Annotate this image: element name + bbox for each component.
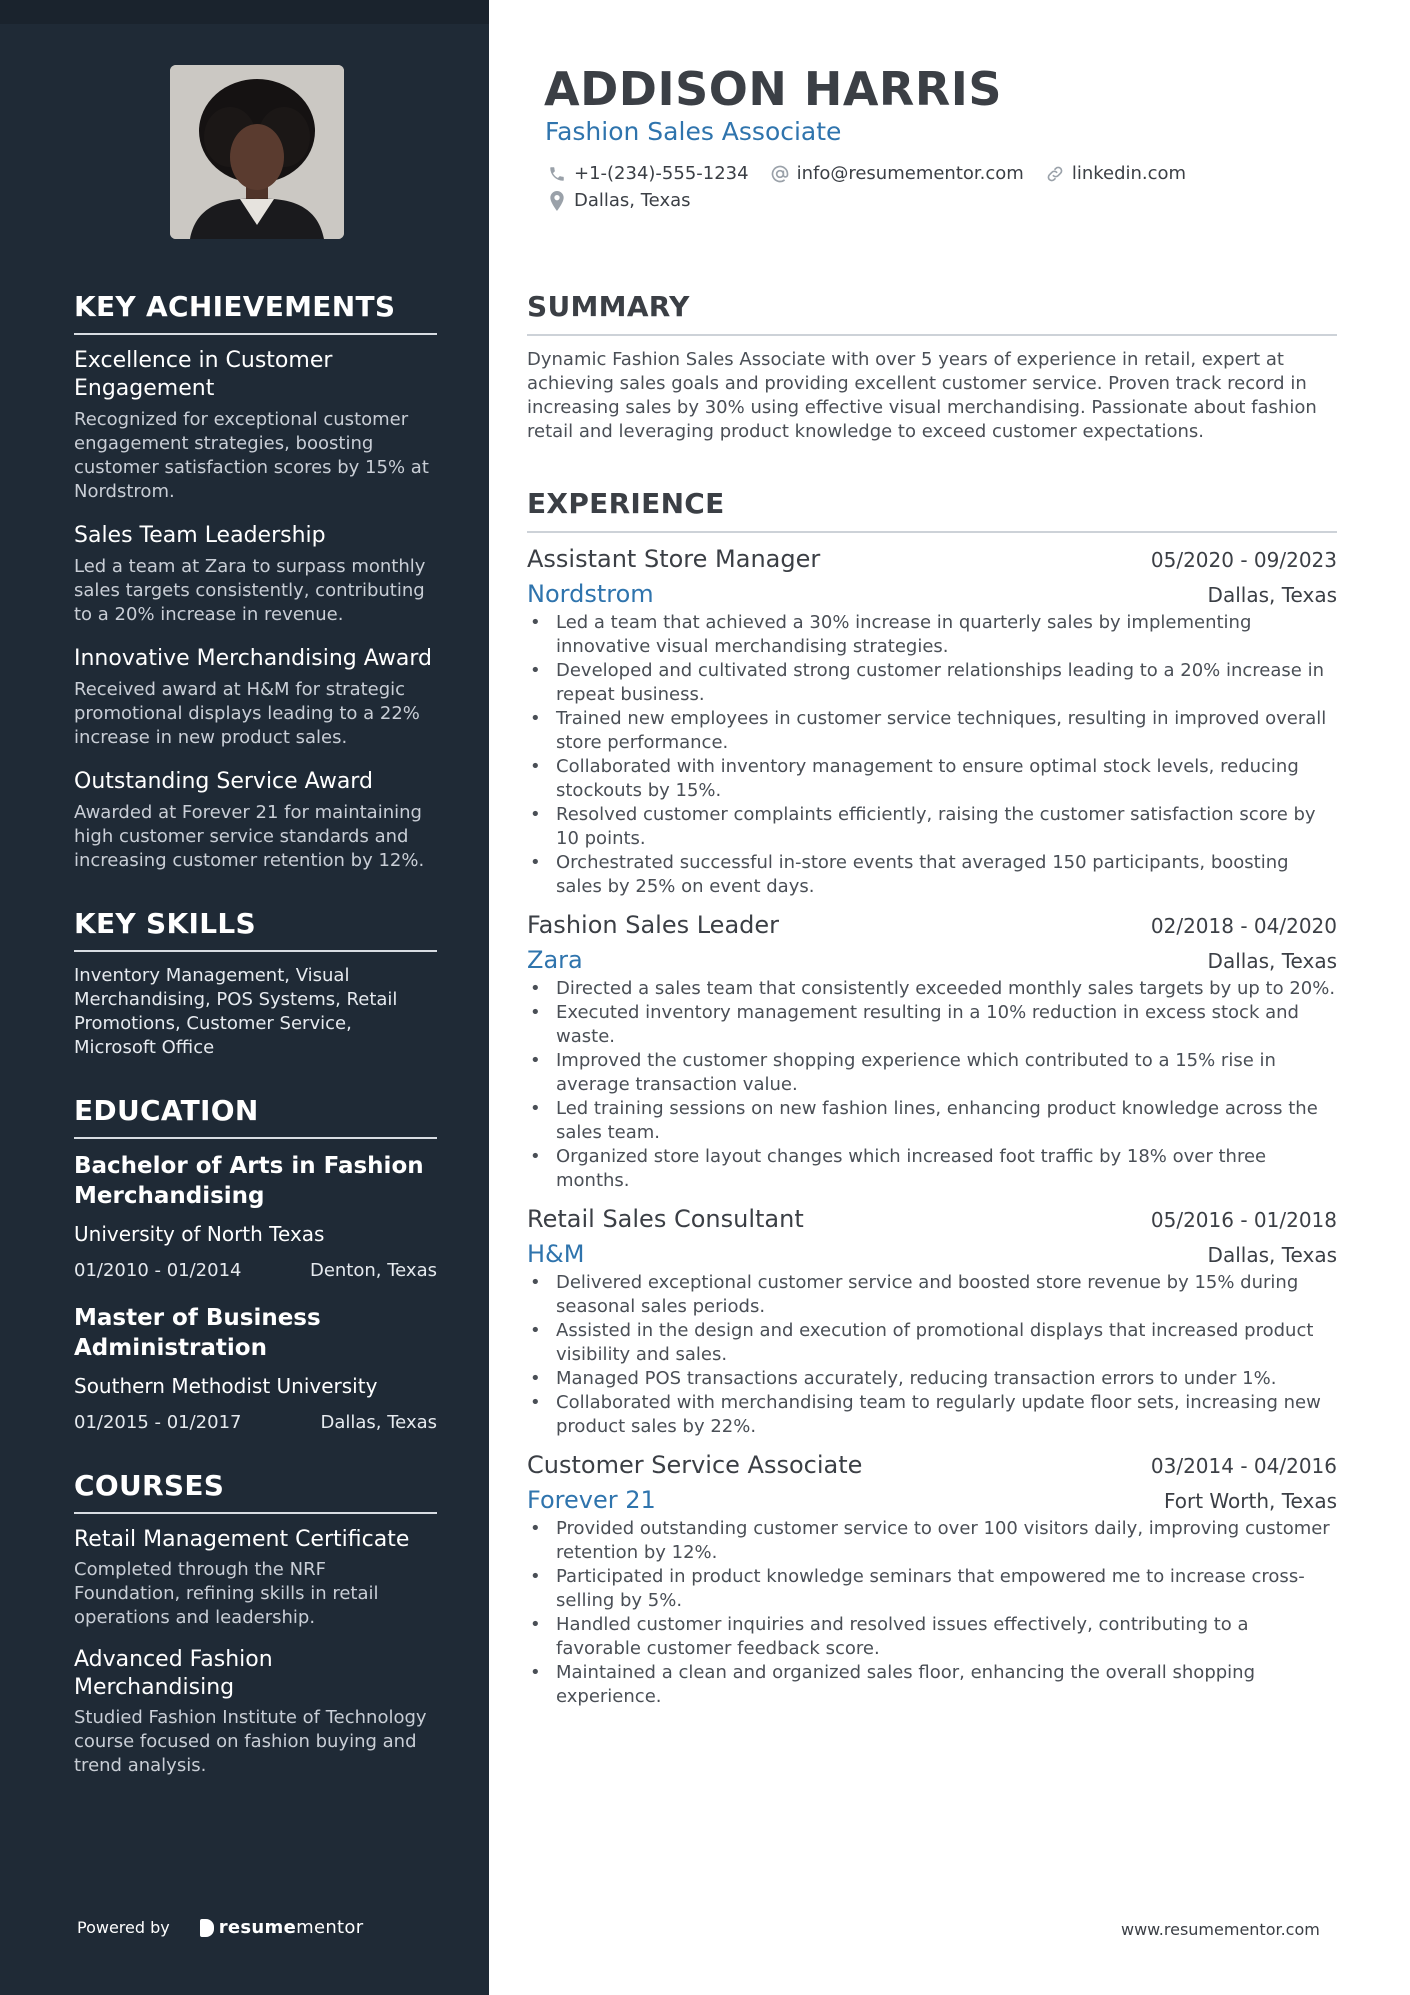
job-location: Dallas, Texas bbox=[1207, 949, 1337, 973]
course-item bbox=[74, 1526, 437, 1630]
job-role: Customer Service Associate bbox=[527, 1451, 863, 1479]
education-degree: Master of Business Administration bbox=[74, 1305, 321, 1361]
education-school: University of North Texas bbox=[74, 1222, 325, 1246]
achievement-item bbox=[74, 522, 437, 627]
job-bullets bbox=[527, 1517, 1337, 1709]
job-header bbox=[527, 909, 1337, 941]
education-location: Dallas, Texas bbox=[320, 1412, 437, 1433]
phone-number: +1-(234)-555-1234 bbox=[574, 163, 749, 184]
job-bullet: • Collaborated with merchandising team to regularly update floor sets, increasing new product sales by 22%. bbox=[527, 1391, 1337, 1439]
job-title: Fashion Sales Associate bbox=[545, 117, 842, 146]
summary-heading: SUMMARY bbox=[527, 290, 1337, 336]
website-link[interactable]: www.resumementor.com bbox=[1121, 1920, 1320, 1939]
skills-list: Inventory Management, Visual Merchandising, POS Systems, Retail Promotions, Customer Service, Microsoft Office bbox=[74, 965, 398, 1058]
experience-item bbox=[527, 543, 1337, 899]
location-text: Dallas, Texas bbox=[574, 190, 691, 211]
courses-section bbox=[74, 1469, 437, 1778]
education-meta bbox=[74, 1411, 437, 1435]
job-dates: 05/2020 - 09/2023 bbox=[1150, 548, 1337, 572]
education-dates: 01/2010 - 01/2014 bbox=[74, 1260, 242, 1281]
job-header bbox=[527, 543, 1337, 575]
phone-contact[interactable] bbox=[546, 163, 749, 184]
job-bullet: • Provided outstanding customer service to over 100 visitors daily, improving customer retention by 12%. bbox=[527, 1517, 1337, 1565]
job-location: Dallas, Texas bbox=[1207, 1243, 1337, 1267]
job-company: Zara bbox=[527, 946, 583, 974]
brand-name-rest: mentor bbox=[296, 1917, 364, 1938]
job-bullets bbox=[527, 611, 1337, 899]
job-company: Nordstrom bbox=[527, 580, 654, 608]
education-heading: EDUCATION bbox=[74, 1094, 437, 1139]
job-subheader bbox=[527, 579, 1337, 609]
resumementor-logo-icon bbox=[200, 1919, 214, 1937]
achievement-item bbox=[74, 768, 437, 873]
job-bullet: • Directed a sales team that consistently exceeded monthly sales targets by up to 20%. bbox=[527, 977, 1337, 1001]
experience-section bbox=[527, 487, 1337, 1709]
job-location: Dallas, Texas bbox=[1207, 583, 1337, 607]
achievement-description: Recognized for exceptional customer engagement strategies, boosting customer satisfaction scores by 15% at Nordstrom. bbox=[74, 409, 429, 502]
job-subheader bbox=[527, 1485, 1337, 1515]
education-school: Southern Methodist University bbox=[74, 1374, 378, 1398]
location-pin-icon bbox=[546, 191, 568, 211]
key-achievements-section bbox=[74, 290, 437, 873]
experience-item bbox=[527, 909, 1337, 1193]
at-icon bbox=[769, 164, 791, 184]
location-contact bbox=[546, 190, 691, 211]
sidebar-content bbox=[74, 290, 437, 1812]
main-content bbox=[527, 0, 1337, 1995]
key-skills-section bbox=[74, 907, 437, 1060]
job-role: Fashion Sales Leader bbox=[527, 911, 780, 939]
job-role: Assistant Store Manager bbox=[527, 545, 821, 573]
sidebar bbox=[0, 0, 489, 1995]
job-bullet: • Led training sessions on new fashion lines, enhancing product knowledge across the sales team. bbox=[527, 1097, 1337, 1145]
job-bullets bbox=[527, 977, 1337, 1193]
education-degree: Bachelor of Arts in Fashion Merchandising bbox=[74, 1153, 424, 1209]
job-location: Fort Worth, Texas bbox=[1163, 1489, 1337, 1513]
job-bullet: • Led a team that achieved a 30% increase in quarterly sales by implementing innovative visual merchandising strategies. bbox=[527, 611, 1337, 659]
job-bullet: • Assisted in the design and execution of promotional displays that increased product visibility and sales. bbox=[527, 1319, 1337, 1367]
achievement-title: Sales Team Leadership bbox=[74, 523, 326, 548]
experience-heading: EXPERIENCE bbox=[527, 487, 1337, 533]
email-contact[interactable] bbox=[769, 163, 1024, 184]
job-bullet: • Delivered exceptional customer service and boosted store revenue by 15% during seasonal sales periods. bbox=[527, 1271, 1337, 1319]
achievement-title: Outstanding Service Award bbox=[74, 769, 373, 794]
achievement-title: Innovative Merchandising Award bbox=[74, 646, 432, 671]
job-bullet: • Improved the customer shopping experience which contributed to a 15% rise in average transaction value. bbox=[527, 1049, 1337, 1097]
job-dates: 03/2014 - 04/2016 bbox=[1150, 1454, 1337, 1478]
powered-by-label: Powered by bbox=[77, 1918, 170, 1937]
job-bullet: • Developed and cultivated strong customer relationships leading to a 20% increase in repeat business. bbox=[527, 659, 1337, 707]
achievement-item bbox=[74, 347, 437, 504]
job-bullet: • Organized store layout changes which increased foot traffic by 18% over three months. bbox=[527, 1145, 1337, 1193]
candidate-name: ADDISON HARRIS bbox=[544, 62, 1003, 116]
job-bullet: • Managed POS transactions accurately, reducing transaction errors to under 1%. bbox=[527, 1367, 1337, 1391]
job-header bbox=[527, 1449, 1337, 1481]
key-skills-heading: KEY SKILLS bbox=[74, 907, 437, 952]
job-header bbox=[527, 1203, 1337, 1235]
job-company: H&M bbox=[527, 1240, 585, 1268]
education-section bbox=[74, 1094, 437, 1435]
resumementor-logo[interactable] bbox=[200, 1917, 364, 1938]
course-item bbox=[74, 1646, 437, 1778]
achievement-item bbox=[74, 645, 437, 750]
education-meta bbox=[74, 1259, 437, 1283]
contact-row bbox=[546, 190, 711, 211]
job-subheader bbox=[527, 945, 1337, 975]
job-bullet: • Resolved customer complaints efficiently, raising the customer satisfaction score by 10 points. bbox=[527, 803, 1337, 851]
job-dates: 05/2016 - 01/2018 bbox=[1150, 1208, 1337, 1232]
job-bullet: • Executed inventory management resulting in a 10% reduction in excess stock and waste. bbox=[527, 1001, 1337, 1049]
key-achievements-heading: KEY ACHIEVEMENTS bbox=[74, 290, 437, 335]
summary-section bbox=[527, 290, 1337, 444]
course-description: Studied Fashion Institute of Technology course focused on fashion buying and trend analysis. bbox=[74, 1707, 427, 1776]
education-item bbox=[74, 1303, 437, 1435]
course-title: Retail Management Certificate bbox=[74, 1527, 410, 1552]
profile-photo-image bbox=[170, 65, 344, 239]
job-subheader bbox=[527, 1239, 1337, 1269]
achievement-description: Awarded at Forever 21 for maintaining high customer service standards and increasing customer retention by 12%. bbox=[74, 802, 425, 871]
phone-icon bbox=[546, 165, 568, 183]
achievement-description: Received award at H&M for strategic promotional displays leading to a 22% increase in new product sales. bbox=[74, 679, 420, 748]
job-bullet: • Maintained a clean and organized sales floor, enhancing the overall shopping experience. bbox=[527, 1661, 1337, 1709]
achievement-description: Led a team at Zara to surpass monthly sales targets consistently, contributing to a 20% increase in revenue. bbox=[74, 556, 426, 625]
job-bullet: • Participated in product knowledge seminars that empowered me to increase cross-selling by 5%. bbox=[527, 1565, 1337, 1613]
job-bullet: • Orchestrated successful in-store events that averaged 150 participants, boosting sales by 25% on event days. bbox=[527, 851, 1337, 899]
linkedin-link: linkedin.com bbox=[1071, 163, 1187, 184]
course-title: Advanced Fashion Merchandising bbox=[74, 1647, 273, 1700]
courses-heading: COURSES bbox=[74, 1469, 437, 1514]
job-bullet: • Handled customer inquiries and resolved issues effectively, contributing to a favorable customer feedback score. bbox=[527, 1613, 1337, 1661]
job-bullets bbox=[527, 1271, 1337, 1439]
education-location: Denton, Texas bbox=[309, 1260, 437, 1281]
brand-name-bold: resume bbox=[218, 1917, 297, 1938]
contact-row bbox=[546, 163, 1206, 184]
linkedin-contact[interactable] bbox=[1044, 163, 1186, 184]
job-company: Forever 21 bbox=[527, 1486, 656, 1514]
achievement-title: Excellence in Customer Engagement bbox=[74, 348, 333, 401]
experience-item bbox=[527, 1449, 1337, 1709]
course-description: Completed through the NRF Foundation, refining skills in retail operations and leadership. bbox=[74, 1559, 379, 1628]
powered-by-footer bbox=[77, 1917, 363, 1938]
profile-photo bbox=[170, 65, 344, 239]
job-role: Retail Sales Consultant bbox=[527, 1205, 804, 1233]
link-icon bbox=[1044, 164, 1066, 184]
education-dates: 01/2015 - 01/2017 bbox=[74, 1412, 242, 1433]
summary-text: Dynamic Fashion Sales Associate with over 5 years of experience in retail, expert at achieving sales goals and providing excellent customer service. Proven track record in increasing sales by 30% using effective visual merchandising. Passionate about fashion retail and leveraging product knowledge to exceed customer expectations. bbox=[527, 349, 1317, 442]
sidebar-top-bar bbox=[0, 0, 489, 24]
education-item bbox=[74, 1151, 437, 1283]
job-bullet: • Collaborated with inventory management to ensure optimal stock levels, reducing stockouts by 15%. bbox=[527, 755, 1337, 803]
job-dates: 02/2018 - 04/2020 bbox=[1150, 914, 1337, 938]
job-bullet: • Trained new employees in customer service techniques, resulting in improved overall store performance. bbox=[527, 707, 1337, 755]
experience-item bbox=[527, 1203, 1337, 1439]
email-address: info@resumementor.com bbox=[796, 163, 1024, 184]
